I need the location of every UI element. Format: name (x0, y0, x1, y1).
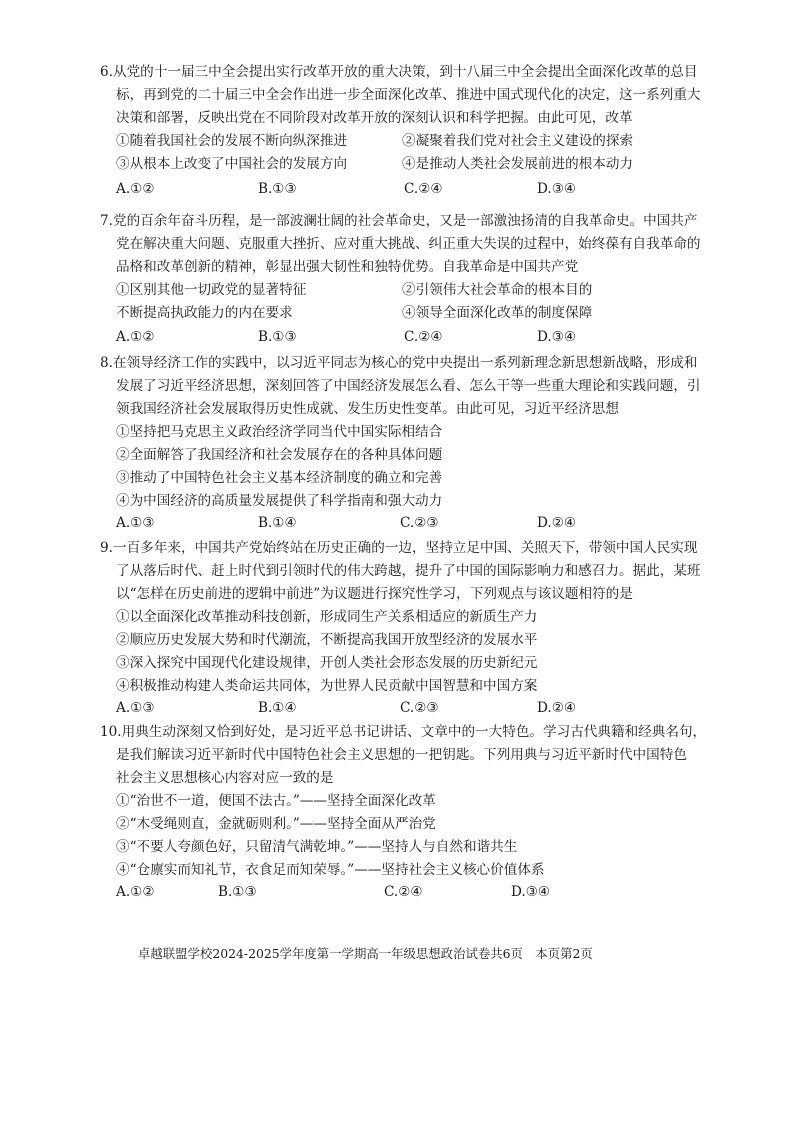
question-6-stem-line-2: 标，再到党的二十届三中全会作出进一步全面深化改革、推进中国式现代化的决定，这一系列重大 (116, 87, 701, 103)
question-10-statement-3: ③“不要人夸颜色好，只留清气满乾坤。”——坚持人与自然和谐共生 (116, 839, 518, 855)
question-9-choice-a[interactable]: A.①③ (116, 700, 155, 716)
question-10-choice-c[interactable]: C.②④ (384, 884, 423, 900)
question-9-statement-1: ①以全面深化改革推动科技创新，形成同生产关系相适应的新质生产力 (116, 609, 538, 625)
question-7-choice-b[interactable]: B.①③ (258, 329, 297, 345)
question-9-statement-3: ③深入探究中国现代化建设规律，开创人类社会形态发展的历史新纪元 (116, 655, 538, 671)
question-7-stem-line-3: 品格和改革创新的精神，彰显出强大韧性和独特优势。自我革命是中国共产党 (116, 259, 579, 275)
question-8-choice-c[interactable]: C.②③ (400, 515, 439, 531)
question-7-statement-2: ②引领伟大社会革命的根本目的 (402, 282, 593, 298)
question-7-stem-line-2: 党在解决重大问题、克服重大挫折、应对重大挑战、纠正重大失误的过程中，始终葆有自我革命的 (116, 236, 701, 252)
question-9-statement-4: ④积极推动构建人类命运共同体，为世界人民贡献中国智慧和中国方案 (116, 678, 538, 694)
question-6-statement-4: ④是推动人类社会发展前进的根本动力 (402, 156, 634, 172)
question-6-choice-c[interactable]: C.②④ (404, 181, 443, 197)
question-7-stem-line-1: 7.党的百余年奋斗历程，是一部波澜壮阔的社会革命史，又是一部激浊扬清的自我革命史。中国共产 (100, 213, 698, 229)
question-8-stem-line-3: 领我国经济社会发展取得历史性成就、发生历史性变革。由此可见，习近平经济思想 (116, 401, 619, 417)
question-10-statement-1: ①“治世不一道，便国不法古。”——坚持全面深化改革 (116, 793, 436, 809)
question-7-statement-4: ④领导全面深化改革的制度保障 (402, 305, 593, 321)
question-8-statement-1: ①坚持把马克思主义政治经济学同当代中国实际相结合 (116, 424, 443, 440)
question-8-statement-2: ②全面解答了我国经济和社会发展存在的各种具体问题 (116, 447, 443, 463)
question-8-statement-4: ④为中国经济的高质量发展提供了科学指南和强大动力 (116, 493, 443, 509)
question-10-stem-line-3: 社会主义思想核心内容对应一致的是 (116, 770, 334, 786)
question-7-choice-d[interactable]: D.③④ (537, 329, 577, 345)
question-8-choice-b[interactable]: B.①④ (258, 515, 297, 531)
question-9-stem-line-3: 以“怎样在历史前进的逻辑中前进”为议题进行探究性学习，下列观点与该议题相符的是 (116, 586, 633, 602)
question-8-stem-line-2: 发展了习近平经济思想，深刻回答了中国经济发展怎么看、怎么干等一些重大理论和实践问题，引 (116, 378, 701, 394)
question-10-statement-4: ④“仓廪实而知礼节，衣食足而知荣辱。”——坚持社会主义核心价值体系 (116, 862, 545, 878)
question-10-stem-line-2: 是我们解读习近平新时代中国特色社会主义思想的一把钥匙。下列用典与习近平新时代中国特色 (116, 747, 687, 763)
question-7-statement-3: 不断提高执政能力的内在要求 (116, 305, 293, 321)
question-9-choice-b[interactable]: B.①④ (258, 700, 297, 716)
question-8-stem-line-1: 8.在领导经济工作的实践中，以习近平同志为核心的党中央提出一系列新理念新思想新战略，形成和 (100, 355, 698, 371)
question-7-choice-a[interactable]: A.①② (116, 329, 155, 345)
question-6-choice-b[interactable]: B.①③ (258, 181, 297, 197)
question-8-choice-d[interactable]: D.②④ (537, 515, 577, 531)
question-9-stem-line-2: 了从落后时代、赶上时代到引领时代的伟大跨越，提升了中国的国际影响力和感召力。据此，某班 (116, 563, 701, 579)
page-footer: 卓越联盟学校2024-2025学年度第一学期高一年级思想政治试卷共6页 本页第2页 (138, 946, 593, 961)
question-10-choice-d[interactable]: D.③④ (511, 884, 551, 900)
question-10-stem-line-1: 10.用典生动深刻又恰到好处，是习近平总书记讲话、文章中的一大特色。学习古代典籍和经典名句， (100, 724, 707, 740)
question-9-choice-d[interactable]: D.②④ (537, 700, 577, 716)
question-9-statement-2: ②顺应历史发展大势和时代潮流，不断提高我国开放型经济的发展水平 (116, 632, 538, 648)
question-6-choice-a[interactable]: A.①② (116, 181, 155, 197)
question-10-choice-b[interactable]: B.①③ (218, 884, 257, 900)
question-7-statement-1: ①区别其他一切政党的显著特征 (116, 282, 307, 298)
question-6-statement-2: ②凝聚着我们党对社会主义建设的探索 (402, 133, 634, 149)
question-9-stem-line-1: 9.一百多年来，中国共产党始终站在历史正确的一边，坚持立足中国、关照天下，带领中国人民实现 (100, 540, 698, 556)
question-7-choice-c[interactable]: C.②④ (404, 329, 443, 345)
question-10-statement-2: ②“木受绳则直，金就砺则利。”——坚持全面从严治党 (116, 816, 436, 832)
question-6-choice-d[interactable]: D.③④ (537, 181, 577, 197)
question-6-statement-3: ③从根本上改变了中国社会的发展方向 (116, 156, 348, 172)
question-10-choice-a[interactable]: A.①② (116, 884, 155, 900)
question-8-statement-3: ③推动了中国特色社会主义基本经济制度的确立和完善 (116, 470, 443, 486)
question-6-statement-1: ①随着我国社会的发展不断向纵深推进 (116, 133, 348, 149)
question-8-choice-a[interactable]: A.①③ (116, 515, 155, 531)
question-9-choice-c[interactable]: C.②③ (400, 700, 439, 716)
question-6-stem-line-3: 决策和部署，反映出党在不同阶段对改革开放的深刻认识和科学把握。由此可见，改革 (116, 110, 633, 126)
question-6-stem-line-1: 6.从党的十一届三中全会提出实行改革开放的重大决策，到十八届三中全会提出全面深化改革的总目 (100, 64, 698, 80)
